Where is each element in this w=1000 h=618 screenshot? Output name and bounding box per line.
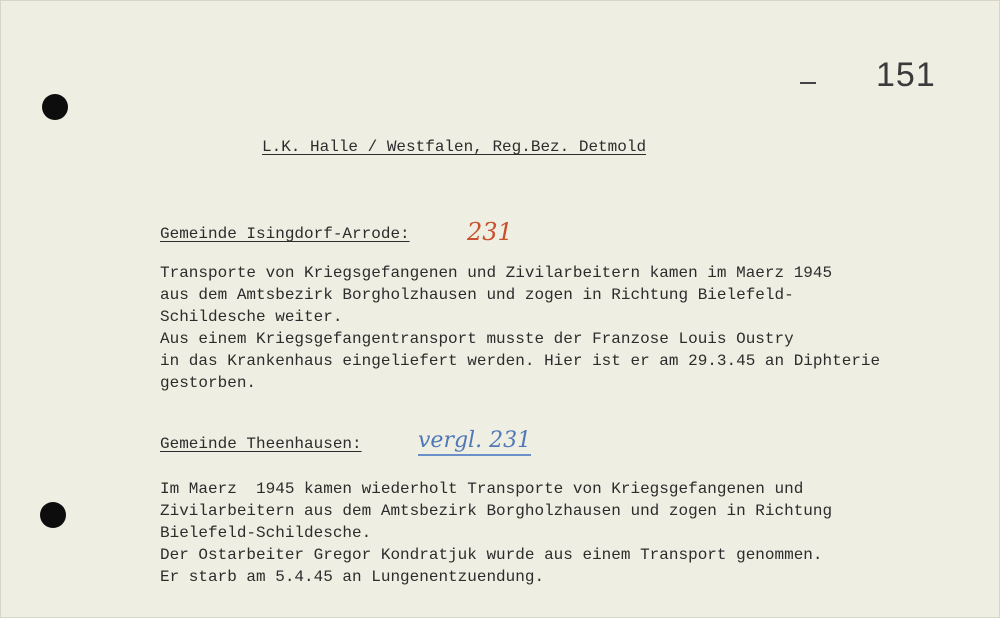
document-title: L.K. Halle / Westfalen, Reg.Bez. Detmold	[262, 138, 647, 156]
section-body-isingdorf: Transporte von Kriegsgefangenen und Zivilarbeitern kamen im Maerz 1945 aus dem Amtsbezirk Borgholzhausen und zogen in Richtung Bielefeld- Schildesche weiter. Aus einem Kriegsgefangentransport musste der Franzose Louis Oustry in das Krankenhaus eingeliefert werden. Hier ist er am 29.3.45 an Diphterie gestorben.	[160, 264, 881, 392]
handwritten-annotation-231: 231	[467, 218, 513, 246]
page-number: 151	[876, 56, 936, 94]
section-label-theenhausen: Gemeinde Theenhausen:	[160, 435, 362, 453]
section-label-isingdorf: Gemeinde Isingdorf-Arrode:	[160, 225, 410, 243]
handwritten-annotation-vergl: vergl. 231	[418, 428, 531, 456]
section-body-theenhausen: Im Maerz 1945 kamen wiederholt Transporte von Kriegsgefangenen und Zivilarbeitern aus dem Amtsbezirk Borgholzhausen und zogen in Richtung Bielefeld-Schildesche. Der Ostarbeiter Gregor Kondratjuk wurde aus einem Transport genommen. Er starb am 5.4.45 an Lungenentzuendung.	[160, 480, 833, 586]
punch-hole-bottom	[40, 502, 66, 528]
punch-hole-top	[42, 94, 68, 120]
